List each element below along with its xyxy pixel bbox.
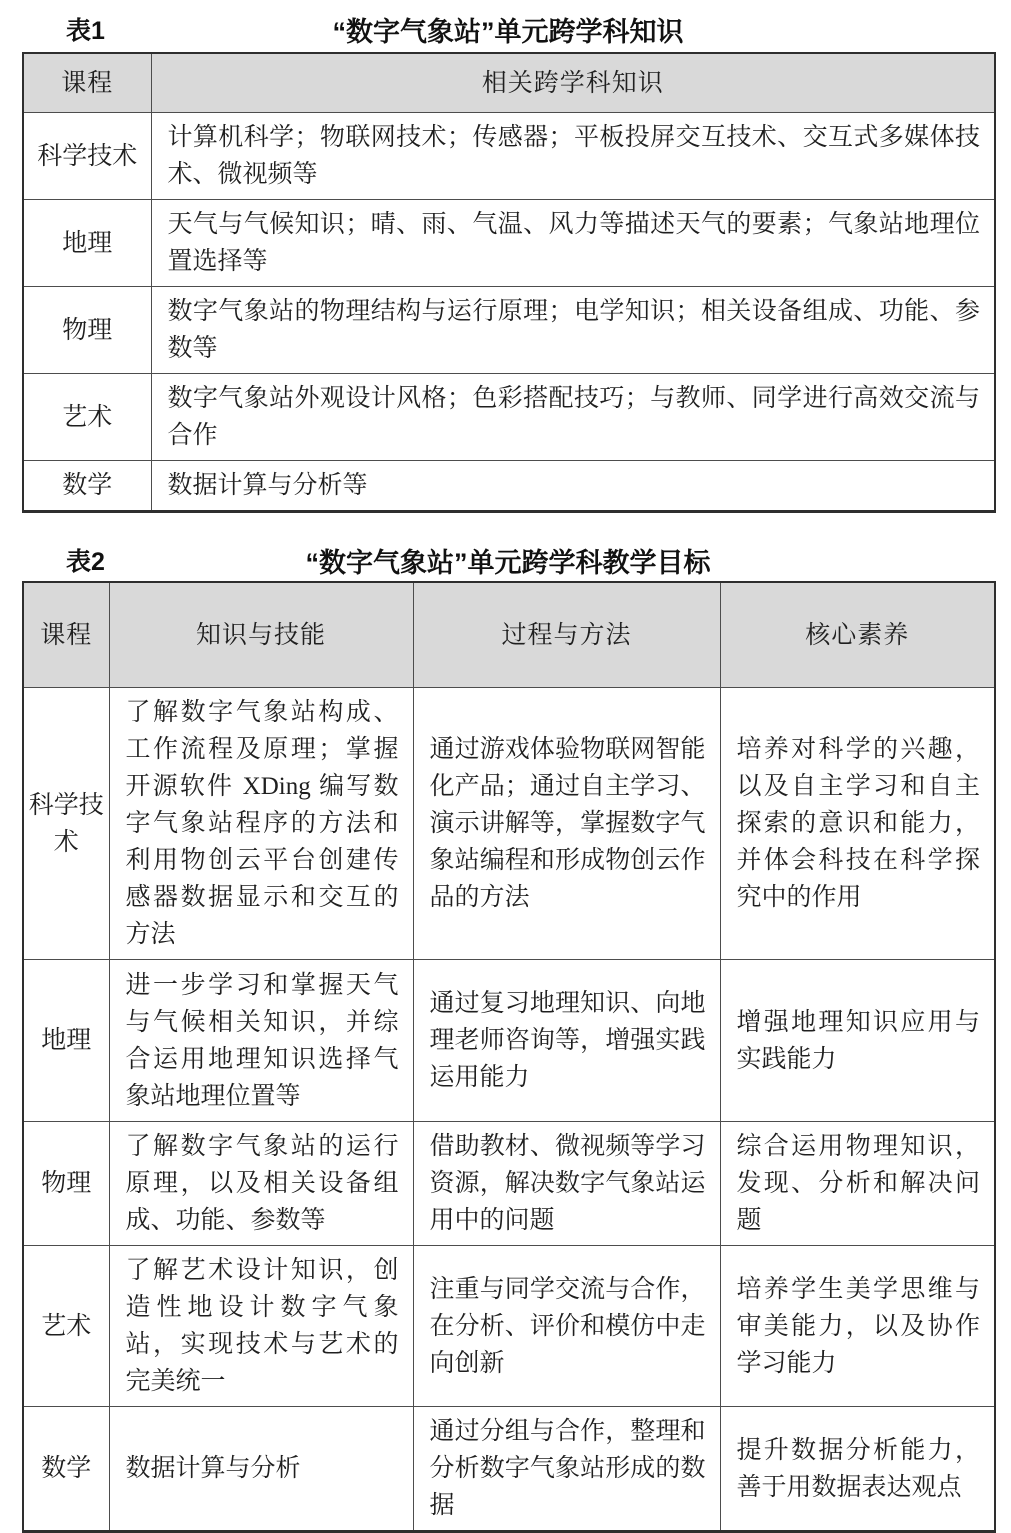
knowledge-cell: 数据计算与分析等 [151, 461, 995, 512]
table2-title: “数字气象站”单元跨学科教学目标 [305, 547, 711, 578]
process-method-cell: 通过游戏体验物联网智能化产品；通过自主学习、演示讲解等，掌握数字气象站编程和形成物创云作品的方法 [413, 688, 720, 960]
header-process-method: 过程与方法 [413, 582, 720, 688]
course-cell: 艺术 [23, 374, 151, 461]
table-row [23, 374, 995, 461]
core-competency-cell: 培养对科学的兴趣，以及自主学习和自主探索的意识和能力，并体会科技在科学探究中的作用 [720, 688, 995, 960]
knowledge-cell: 数字气象站的物理结构与运行原理；电学知识；相关设备组成、功能、参数等 [151, 287, 995, 374]
table1-label: 表1 [66, 17, 105, 45]
knowledge-cell: 数字气象站外观设计风格；色彩搭配技巧；与教师、同学进行高效交流与合作 [151, 374, 995, 461]
table-row [23, 200, 995, 287]
table-row [23, 688, 995, 960]
process-method-cell: 通过分组与合作，整理和分析数字气象站形成的数据 [413, 1407, 720, 1532]
table-row [23, 287, 995, 374]
process-method-cell: 注重与同学交流与合作，在分析、评价和模仿中走向创新 [413, 1246, 720, 1407]
knowledge-skills-cell: 进一步学习和掌握天气与气候相关知识，并综合运用地理知识选择气象站地理位置等 [109, 960, 413, 1122]
knowledge-skills-cell: 了解艺术设计知识，创造性地设计数字气象站，实现技术与艺术的完美统一 [109, 1246, 413, 1407]
table-header-row [23, 582, 995, 688]
core-competency-cell: 综合运用物理知识，发现、分析和解决问题 [720, 1122, 995, 1246]
table1-title: “数字气象站”单元跨学科知识 [332, 16, 684, 47]
header-knowledge-skills: 知识与技能 [109, 582, 413, 688]
course-cell: 艺术 [23, 1246, 109, 1407]
process-method-cell: 通过复习地理知识、向地理老师咨询等，增强实践运用能力 [413, 960, 720, 1122]
table-row [23, 960, 995, 1122]
knowledge-cell: 天气与气候知识；晴、雨、气温、风力等描述天气的要素；气象站地理位置选择等 [151, 200, 995, 287]
course-cell: 物理 [23, 1122, 109, 1246]
knowledge-skills-cell: 了解数字气象站构成、工作流程及原理；掌握开源软件 XDing 编写数字气象站程序的方法和利用物创云平台创建传感器数据显示和交互的方法 [109, 688, 413, 960]
knowledge-skills-cell: 数据计算与分析 [109, 1407, 413, 1532]
knowledge-cell: 计算机科学；物联网技术；传感器；平板投屏交互技术、交互式多媒体技术、微视频等 [151, 113, 995, 200]
header-knowledge: 相关跨学科知识 [151, 53, 995, 113]
table-row [23, 1246, 995, 1407]
table2-label: 表2 [66, 548, 105, 576]
table-row [23, 1407, 995, 1532]
knowledge-skills-cell: 了解数字气象站的运行原理，以及相关设备组成、功能、参数等 [109, 1122, 413, 1246]
objectives-table [22, 581, 996, 1533]
knowledge-table [22, 52, 996, 513]
core-competency-cell: 培养学生美学思维与审美能力，以及协作学习能力 [720, 1246, 995, 1407]
table-row [23, 113, 995, 200]
course-cell: 科学技术 [23, 113, 151, 200]
course-cell: 数学 [23, 461, 151, 512]
course-cell: 物理 [23, 287, 151, 374]
table-row [23, 1122, 995, 1246]
process-method-cell: 借助教材、微视频等学习资源，解决数字气象站运用中的问题 [413, 1122, 720, 1246]
header-course: 课程 [23, 582, 109, 688]
course-cell: 地理 [23, 200, 151, 287]
course-cell: 地理 [23, 960, 109, 1122]
table1-caption [22, 8, 994, 50]
course-cell: 数学 [23, 1407, 109, 1532]
core-competency-cell: 增强地理知识应用与实践能力 [720, 960, 995, 1122]
course-cell: 科学技术 [23, 688, 109, 960]
table2-caption [22, 539, 994, 581]
table-row [23, 461, 995, 512]
header-course: 课程 [23, 53, 151, 113]
core-competency-cell: 提升数据分析能力，善于用数据表达观点 [720, 1407, 995, 1532]
table-header-row [23, 53, 995, 113]
header-core-competency: 核心素养 [720, 582, 995, 688]
